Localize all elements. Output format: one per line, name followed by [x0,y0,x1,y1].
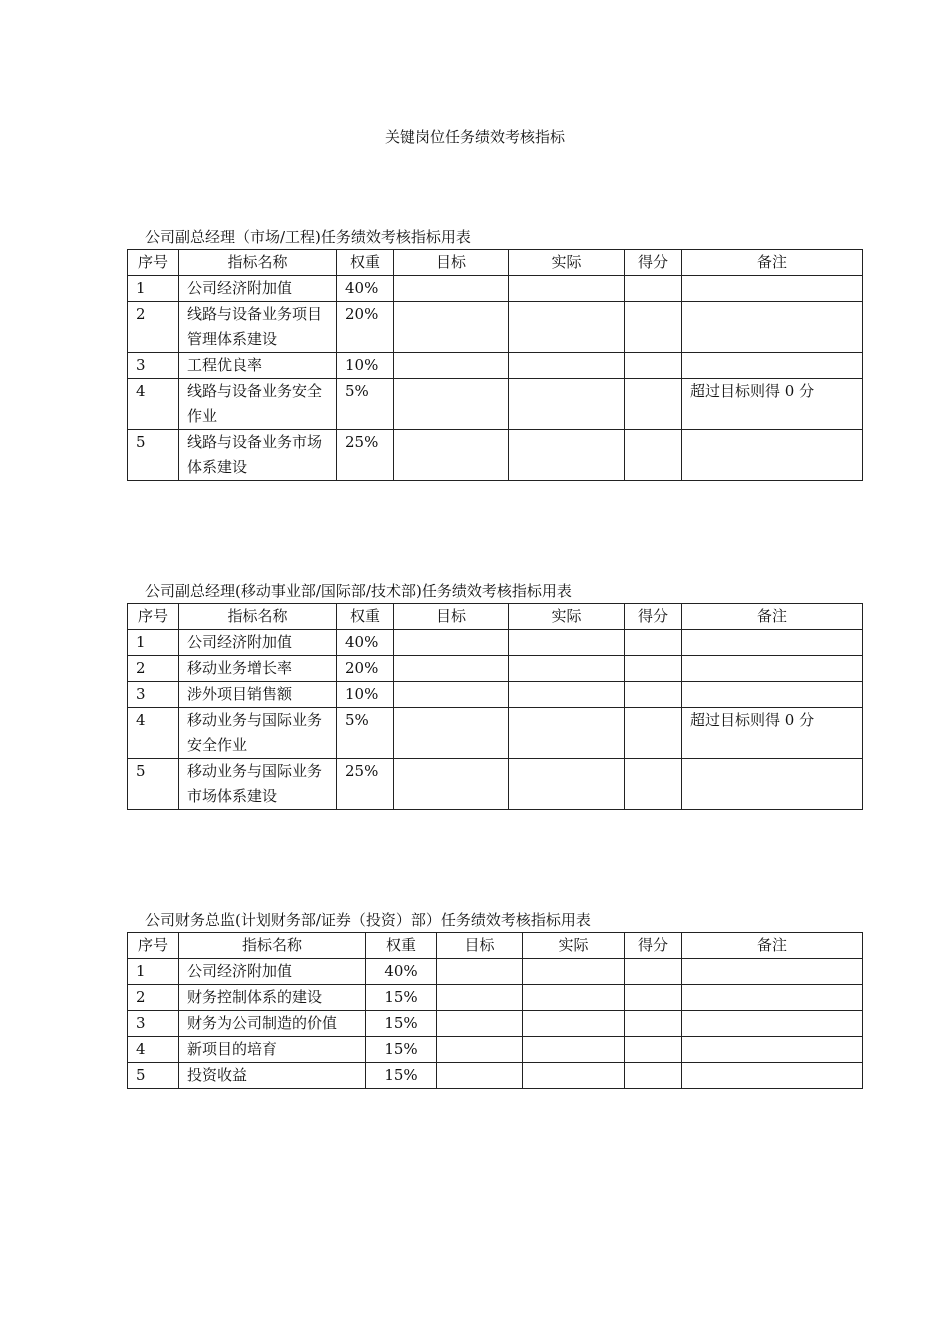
table-cell [625,682,682,708]
table-cell: 财务为公司制造的价值 [179,1011,366,1037]
header-cell: 备注 [682,604,863,630]
table-cell: 涉外项目销售额 [179,682,337,708]
table-cell: 2 [128,985,179,1011]
table-cell: 公司经济附加值 [179,276,337,302]
table-cell [509,682,625,708]
table-row [128,656,863,682]
table-cell: 财务控制体系的建设 [179,985,366,1011]
table-caption: 公司财务总监(计划财务部/证券（投资）部）任务绩效考核指标用表 [145,911,591,929]
table-cell: 25% [337,430,394,481]
table-cell [625,302,682,353]
table-cell: 2 [128,656,179,682]
table-cell [682,959,863,985]
table-cell: 15% [366,985,437,1011]
table-cell [625,353,682,379]
header-cell: 得分 [625,933,682,959]
header-cell: 权重 [337,250,394,276]
table-row [128,353,863,379]
table-cell [394,656,509,682]
table-cell [509,759,625,810]
table-cell [509,353,625,379]
table-cell: 5 [128,759,179,810]
table-row [128,630,863,656]
table-cell: 15% [366,1011,437,1037]
table-row [128,1063,863,1089]
table-cell: 4 [128,379,179,430]
table-cell [682,353,863,379]
table-cell [625,1011,682,1037]
table-cell [625,1037,682,1063]
table-cell [509,276,625,302]
table-cell [394,682,509,708]
table-cell [625,656,682,682]
table-cell [509,630,625,656]
header-cell: 得分 [625,250,682,276]
table-cell: 线路与设备业务市场体系建设 [179,430,337,481]
table-cell [625,1063,682,1089]
table-cell [682,656,863,682]
table-cell: 移动业务增长率 [179,656,337,682]
header-cell: 备注 [682,250,863,276]
table-cell [682,759,863,810]
table-cell [437,959,523,985]
table-cell [682,276,863,302]
table-row [128,1037,863,1063]
table-cell [523,1063,625,1089]
table-cell: 15% [366,1037,437,1063]
table-cell: 40% [366,959,437,985]
header-cell: 得分 [625,604,682,630]
table-cell: 工程优良率 [179,353,337,379]
header-cell: 实际 [509,604,625,630]
kpi-table-2 [127,603,863,810]
table-cell [682,985,863,1011]
table-cell: 10% [337,353,394,379]
table-row [128,959,863,985]
table-cell: 1 [128,276,179,302]
table-cell [509,430,625,481]
table-cell: 3 [128,1011,179,1037]
table-row [128,430,863,481]
table-row [128,379,863,430]
table-cell [625,708,682,759]
table-cell [682,1037,863,1063]
table-cell: 移动业务与国际业务市场体系建设 [179,759,337,810]
table-header-row [128,604,863,630]
header-cell: 序号 [128,933,179,959]
header-cell: 指标名称 [179,604,337,630]
table-cell [682,1011,863,1037]
table-cell [437,1037,523,1063]
table-cell [523,1037,625,1063]
table-cell [625,959,682,985]
header-cell: 权重 [337,604,394,630]
table-row [128,985,863,1011]
header-cell: 序号 [128,604,179,630]
table-cell [625,759,682,810]
table-cell [394,430,509,481]
header-cell: 指标名称 [179,250,337,276]
table-cell [437,1063,523,1089]
table-cell [682,682,863,708]
table-cell [394,353,509,379]
table-cell: 投资收益 [179,1063,366,1089]
table-row [128,759,863,810]
table-cell: 移动业务与国际业务安全作业 [179,708,337,759]
table-row [128,302,863,353]
kpi-table-1 [127,249,863,481]
table-cell [625,430,682,481]
table-cell: 4 [128,708,179,759]
table-cell [625,276,682,302]
table-cell: 公司经济附加值 [179,630,337,656]
header-cell: 实际 [523,933,625,959]
table-cell [682,630,863,656]
table-cell [437,1011,523,1037]
table-cell: 2 [128,302,179,353]
header-cell: 目标 [437,933,523,959]
table-cell [625,985,682,1011]
table-row [128,276,863,302]
table-cell: 1 [128,959,179,985]
table-cell: 40% [337,630,394,656]
table-cell: 10% [337,682,394,708]
table-header-row [128,933,863,959]
table-cell: 3 [128,682,179,708]
table-cell [682,430,863,481]
table-cell [625,630,682,656]
table-cell: 5% [337,708,394,759]
kpi-table-3 [127,932,863,1089]
table-cell [682,1063,863,1089]
table-caption: 公司副总经理（市场/工程)任务绩效考核指标用表 [145,228,471,246]
header-cell: 备注 [682,933,863,959]
table-caption: 公司副总经理(移动事业部/国际部/技术部)任务绩效考核指标用表 [145,582,572,600]
table-cell: 5% [337,379,394,430]
table-cell: 15% [366,1063,437,1089]
header-cell: 实际 [509,250,625,276]
table-cell: 20% [337,302,394,353]
table-cell: 20% [337,656,394,682]
table-cell [394,276,509,302]
table-cell: 公司经济附加值 [179,959,366,985]
table-cell: 25% [337,759,394,810]
table-cell [509,302,625,353]
table-cell: 超过目标则得 0 分 [682,708,863,759]
header-cell: 序号 [128,250,179,276]
header-cell: 目标 [394,250,509,276]
table-cell: 新项目的培育 [179,1037,366,1063]
table-cell [437,985,523,1011]
header-cell: 权重 [366,933,437,959]
table-cell [523,959,625,985]
table-cell [523,1011,625,1037]
table-cell: 40% [337,276,394,302]
table-row [128,682,863,708]
table-cell: 线路与设备业务安全作业 [179,379,337,430]
table-header-row [128,250,863,276]
table-cell: 5 [128,430,179,481]
table-row [128,708,863,759]
table-cell [394,708,509,759]
table-cell: 5 [128,1063,179,1089]
table-cell: 1 [128,630,179,656]
table-cell [394,379,509,430]
table-cell [682,302,863,353]
document-title: 关键岗位任务绩效考核指标 [384,128,565,146]
header-cell: 指标名称 [179,933,366,959]
table-cell: 超过目标则得 0 分 [682,379,863,430]
table-cell [509,708,625,759]
table-cell [625,379,682,430]
table-cell [394,630,509,656]
table-cell: 线路与设备业务项目管理体系建设 [179,302,337,353]
table-cell [523,985,625,1011]
table-cell [394,759,509,810]
table-cell: 3 [128,353,179,379]
table-row [128,1011,863,1037]
header-cell: 目标 [394,604,509,630]
table-cell [509,656,625,682]
table-cell: 4 [128,1037,179,1063]
table-cell [394,302,509,353]
table-cell [509,379,625,430]
